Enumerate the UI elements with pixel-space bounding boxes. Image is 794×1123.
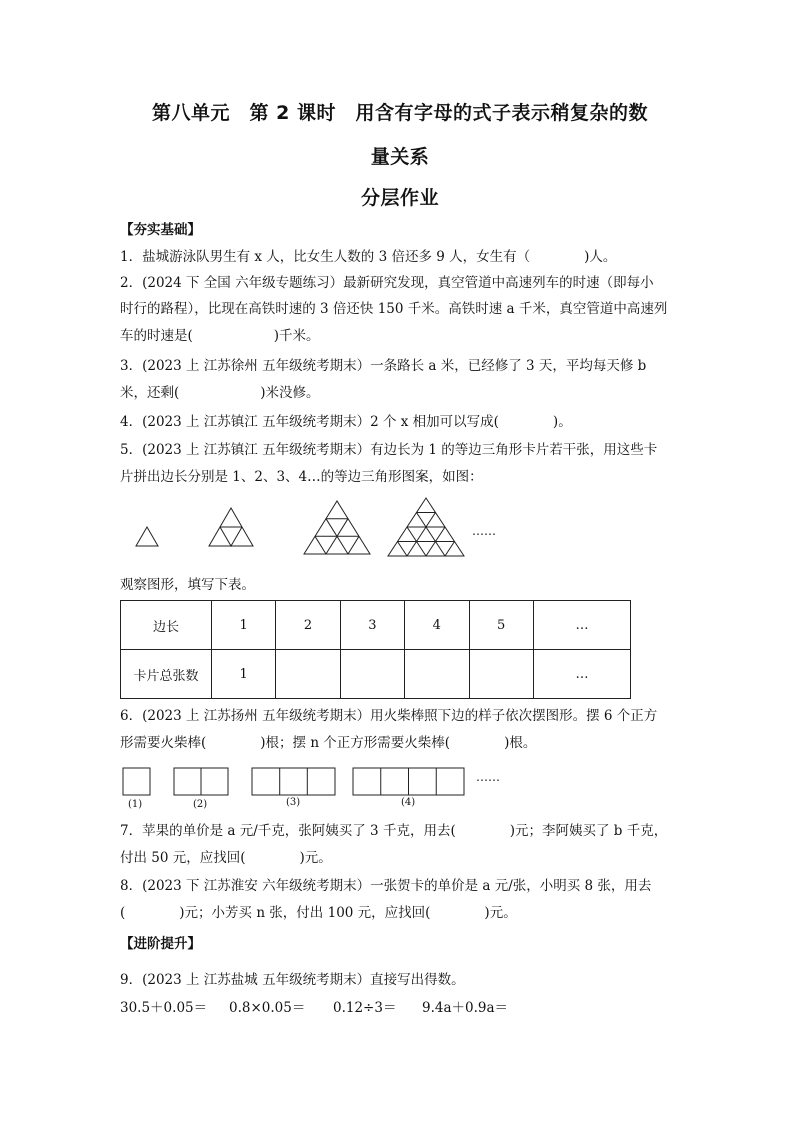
triangle-figures — [0, 505, 794, 585]
question-1: 1．盐城游泳队男生有 x 人，比女生人数的 3 倍还多 9 人，女生有（ )人。 — [120, 249, 617, 265]
question-2-line1: 2．(2024 下 全国 六年级专题练习）最新研究发现，真空管道中高速列车的时速（即每小 — [120, 275, 654, 291]
page-subtitle: 分层作业 — [360, 187, 439, 209]
table-cell: 卡片总张数 — [121, 650, 212, 699]
square-label-4: (4) — [401, 797, 416, 808]
table-cell-blank[interactable] — [469, 650, 533, 699]
question-5-line2: 片拼出边长分别是 1、2、3、4…的等边三角形图案，如图： — [120, 469, 483, 485]
table-cell-blank[interactable] — [276, 650, 340, 699]
square-figure-1 — [123, 768, 150, 795]
table-cell: 4 — [405, 601, 469, 650]
question-6-line2: 形需要火柴棒( )根；摆 n 个正方形需要火柴棒( )根。 — [120, 735, 537, 751]
table-cell-blank[interactable] — [405, 650, 469, 699]
question-3-line1: 3．(2023 上 江苏徐州 五年级统考期末）一条路长 a 米，已经修了 3 天，平均每天修 b — [120, 358, 647, 374]
question-7-line1: 7．苹果的单价是 a 元/千克，张阿姨买了 3 千克，用去( )元；李阿姨买了 b 千克， — [120, 823, 668, 839]
question-2-line2: 时行的路程），比现在高铁时速的 3 倍还快 150 千米。高铁时速 a 千米，真空管道中高速列 — [120, 301, 668, 317]
page-title-line2: 量关系 — [370, 146, 430, 168]
question-7-line2: 付出 50 元，应找回( )元。 — [120, 850, 332, 866]
question-4: 4．(2023 上 江苏镇江 五年级统考期末）2 个 x 相加可以写成( )。 — [120, 414, 572, 430]
q9-item-3: 0.12÷3＝ — [333, 1000, 397, 1016]
question-5-line1: 5．(2023 上 江苏镇江 五年级统考期末）有边长为 1 的等边三角形卡片若干张，用这些卡 — [120, 442, 658, 458]
section-heading-advanced: 【进阶提升】 — [120, 936, 201, 952]
question-3-line2: 米，还剩( )米没修。 — [120, 385, 320, 401]
table-cell: … — [533, 601, 630, 650]
table-row-card-count — [121, 650, 631, 699]
table-cell: … — [533, 650, 630, 699]
square-label-1: (1) — [128, 799, 143, 810]
table-cell: 5 — [469, 601, 533, 650]
table-cell-blank[interactable] — [340, 650, 404, 699]
section-heading-basic: 【夯实基础】 — [120, 222, 201, 238]
table-cell: 边长 — [121, 601, 212, 650]
square-label-2: (2) — [193, 799, 208, 810]
square-ellipsis: …… — [476, 770, 500, 784]
question-6-line1: 6．(2023 上 江苏扬州 五年级统考期末）用火柴棒照下边的样子依次摆图形。摆 6 个正方 — [120, 708, 658, 724]
question-5-line3: 观察图形，填写下表。 — [120, 577, 255, 593]
table-row-side-length — [121, 601, 631, 650]
question-2-line3: 车的时速是( )千米。 — [120, 328, 320, 344]
table-cell: 2 — [276, 601, 340, 650]
triangle-size-4 — [388, 498, 464, 556]
square-figure-4 — [353, 768, 464, 795]
q9-item-2: 0.8×0.05＝ — [229, 1000, 306, 1016]
table-cell: 3 — [340, 601, 404, 650]
question-8-line2: ( )元；小芳买 n 张，付出 100 元，应找回( )元。 — [120, 905, 517, 921]
table-cell: 1 — [212, 650, 276, 699]
triangle-ellipsis: …… — [472, 524, 496, 538]
matchstick-figures — [0, 767, 794, 797]
fill-in-table — [120, 600, 631, 699]
triangle-size-1 — [136, 527, 158, 546]
square-label-3: (3) — [286, 797, 301, 808]
page-title-line1: 第八单元 第 2 课时 用含有字母的式子表示稍复杂的数 — [152, 102, 648, 124]
triangle-size-2 — [209, 508, 253, 546]
question-8-line1: 8．(2023 下 江苏淮安 六年级统考期末）一张贺卡的单价是 a 元/张，小明买 8 张，用去 — [120, 878, 652, 894]
triangle-size-3 — [304, 501, 370, 554]
table-cell: 1 — [212, 601, 276, 650]
q9-item-1: 30.5＋0.05＝ — [120, 1000, 208, 1016]
square-figure-2 — [174, 768, 228, 795]
q9-item-4: 9.4a＋0.9a＝ — [422, 1000, 509, 1016]
square-figure-3 — [252, 768, 335, 795]
question-9: 9．(2023 上 江苏盐城 五年级统考期末）直接写出得数。 — [120, 972, 465, 988]
